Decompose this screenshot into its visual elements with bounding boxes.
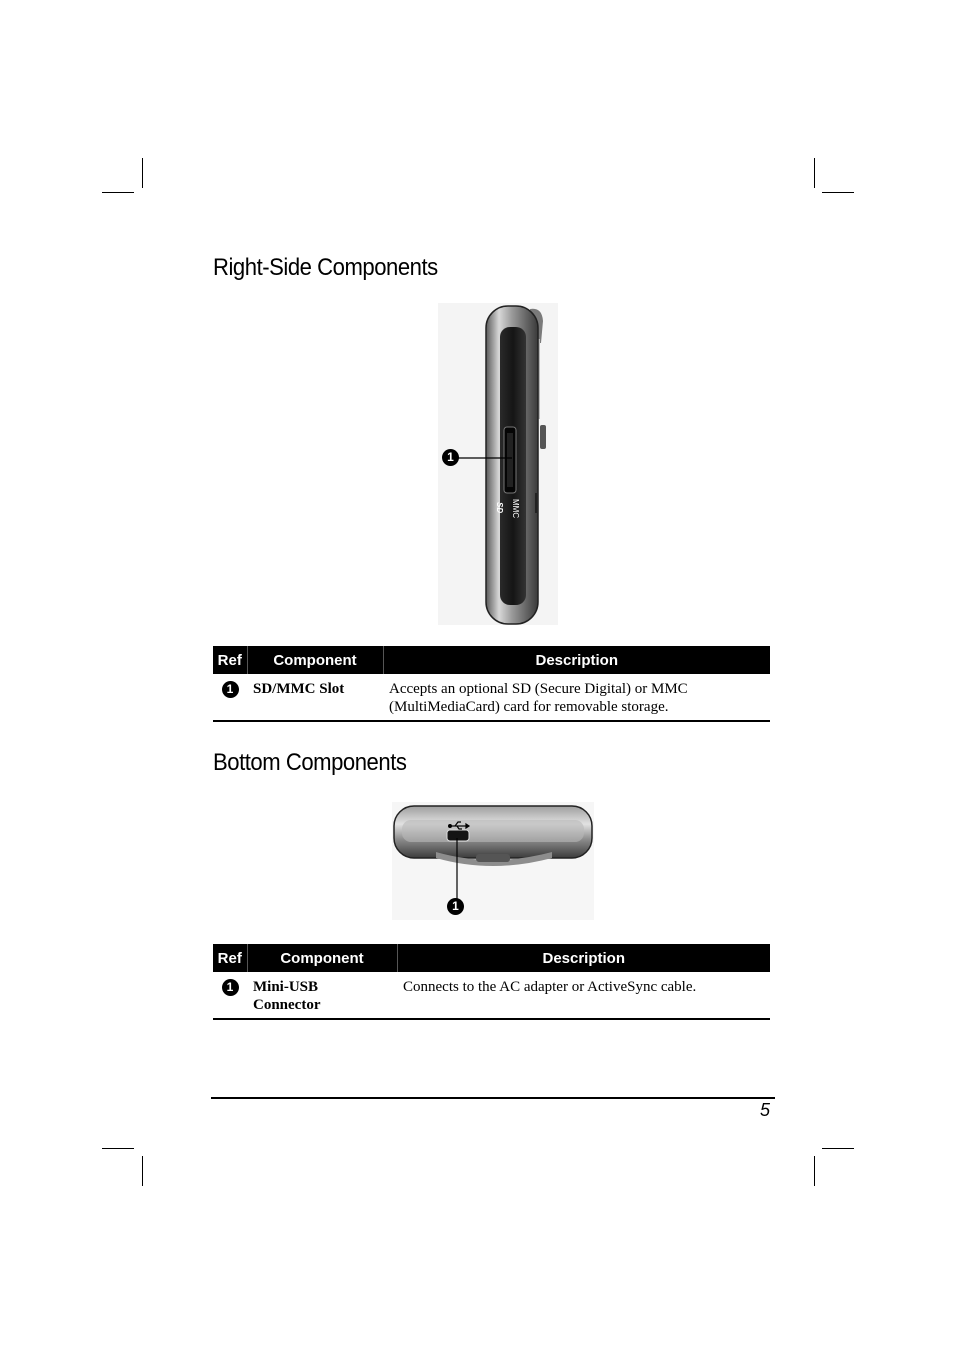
crop-mark-bottom-right-h [822, 1148, 854, 1149]
components-table-bottom [213, 944, 770, 1020]
callout-badge-mini-usb: 1 [447, 898, 464, 915]
header-component: Component [247, 646, 383, 674]
mmc-label: MMC [511, 499, 520, 519]
header-component: Component [247, 944, 397, 972]
crop-mark-bottom-right-v [814, 1156, 815, 1186]
table-row [213, 674, 770, 721]
device-right-side-illustration [438, 303, 558, 625]
section-title-right-side: Right-Side Components [213, 254, 438, 281]
sd-logo-label: SD [495, 502, 504, 514]
callout-line-mini-usb [455, 838, 459, 900]
table-row [213, 972, 770, 1019]
device-bottom-illustration [392, 802, 594, 920]
ref-badge: 1 [222, 681, 239, 698]
crop-mark-top-left-v [142, 158, 143, 188]
header-ref: Ref [213, 944, 247, 972]
header-description: Description [383, 646, 770, 674]
page-number: 5 [760, 1100, 771, 1120]
callout-badge-sd-slot: 1 [442, 449, 459, 466]
callout-line-sd-slot [452, 456, 512, 460]
footer-rule [211, 1097, 775, 1099]
header-description: Description [397, 944, 770, 972]
section-title-bottom: Bottom Components [213, 749, 407, 776]
component-name: SD/MMC Slot [253, 681, 345, 697]
components-table-right-side [213, 646, 770, 722]
crop-mark-bottom-left-h [102, 1148, 134, 1149]
ref-badge: 1 [222, 979, 239, 996]
crop-mark-top-left-h [102, 192, 134, 193]
component-description: Accepts an optional SD (Secure Digital) or MMC (MultiMediaCard) card for removable storage. [389, 681, 688, 715]
header-ref: Ref [213, 646, 247, 674]
crop-mark-top-right-v [814, 158, 815, 188]
component-name: Mini-USB Connector [253, 979, 321, 1013]
component-description: Connects to the AC adapter or ActiveSync cable. [403, 979, 697, 995]
crop-mark-top-right-h [822, 192, 854, 193]
crop-mark-bottom-left-v [142, 1156, 143, 1186]
